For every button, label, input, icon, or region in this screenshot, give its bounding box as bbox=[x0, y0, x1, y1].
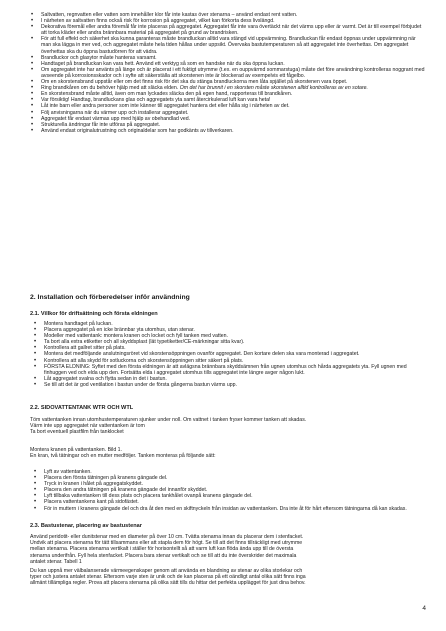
page-number: 4 bbox=[422, 605, 426, 612]
list-item: • Aggregatet får endast värmas upp med hjälp av obehandlad ved. bbox=[30, 116, 426, 122]
stones-paragraph-2 bbox=[30, 568, 426, 587]
paragraph-line: Montera kranen på vattentanken. Bild 1. bbox=[30, 447, 122, 453]
list-item: • Placera aggregatet på en icke brännbar yta utomhus, utan stenar. bbox=[30, 327, 426, 333]
faucet-steps-list bbox=[30, 469, 426, 512]
list-item: • Lyft tillbaka vattentanken till dess plats och placera tankhålet ovanpå kranens gängade del. bbox=[30, 493, 426, 499]
paragraph-line: mellan stenarna. Placera stenarna vertikalt i ställer för horisontellt så att varm luft kan flöda ända upp till de översta bbox=[30, 546, 294, 553]
list-item: • Var försiktig! Handtag, brandluckans glas och aggregatets yta samt återcirkulerad luft kan vara heta! bbox=[30, 97, 426, 103]
list-item: • I närheten av saltvatten finns också risk för korrosion på aggregatet, vilket kan förkorta dess livslängd. bbox=[30, 18, 426, 24]
list-item: • Låt aggregatet svalna och flytta sedan in det i bastun. bbox=[30, 376, 426, 382]
section-2-3-heading: 2.3. Bastustenar, placering av bastustenar bbox=[30, 523, 142, 529]
water-tank-intro bbox=[30, 417, 426, 436]
paragraph-line: Värm inte upp aggregatet när vattentanken är tom bbox=[30, 423, 145, 430]
list-item: • Placera vattentankens kant på sidofästet. bbox=[30, 499, 426, 505]
list-item: • Montera handtaget på luckan. bbox=[30, 321, 426, 327]
list-item: • Följ anvisningarna när du värmer upp och installerar aggregatet. bbox=[30, 110, 426, 116]
list-item: • Se till att det är god ventilation i bastun under de första gångerna bastun värms upp. bbox=[30, 382, 426, 388]
list-item: • Placera den andra tätningen på kranens gängade del innanför skyddet. bbox=[30, 487, 426, 493]
section-2-heading: 2. Installation och förberedelser inför användning bbox=[30, 294, 190, 301]
paragraph-line: En kran, två tätningar och en mutter medföljer. Tanken monteras på följande sätt: bbox=[30, 453, 216, 460]
list-item: • Dekorativa föremål eller andra föremål får inte placeras på aggregatet. Aggregatet får inte vara övertäckt när det värms upp eller är varmt. Det är till exempel förbjudet att torka kläder eller andra brännbara material på aggregatet på grund av brandrisken. bbox=[30, 24, 426, 36]
faucet-intro bbox=[30, 447, 426, 459]
list-item: • Kontrollera att gallret sitter på plats. bbox=[30, 345, 426, 351]
paragraph-line: typer och justera antalet stenar. Eftersom varje sten är unik och de kan placeras på ett oändligt antal olika sätt finns inga bbox=[30, 574, 306, 581]
list-item: • Brandluckor och glasytor måste hanteras varsamt. bbox=[30, 55, 426, 61]
list-item: • Om aggregatet inte har använts på länge och är placerat i ett fuktigt utrymme (t.ex. en ouppvärmd sommarstuga) måste det före användning kontrolleras noggrant med avseende på korrosionsskador och i syfte att säkerställa att skorstenen inte är blockerad av exempelvis ett fågelbo. bbox=[30, 67, 426, 79]
list-item: • Kontrollera att alla skydd för sotluckorna och skorstensöppningen sitter säkert på plats. bbox=[30, 358, 426, 364]
list-item: • En skorstensbrand måste alltid, även om man lyckades släcka den på egen hand, rapporteras till brandkåren. bbox=[30, 91, 426, 97]
list-item: • Ring brandkåren om du behöver hjälp med att släcka elden. Om det har brunnit i en skorsten måste skorstenen alltid kontrolleras av en sotare. bbox=[30, 85, 426, 91]
list-item: • För att full effekt och säkerhet ska kunna garanteras måste brandluckan alltid vara stängd vid uppvärmning. Brandluckan får endast öppnas under uppvärmning när man ska lägga in mer ved, och aggregatet måste hela tiden hållas under uppsikt. Övervaka bastutemperaturen så att aggregatet inte överhettas. Om aggregatet överhettas ska du öppna bastudörren för att vädra. bbox=[30, 36, 426, 54]
paragraph-line: Töm vattentanken innan utomhustemperaturen sjunker under noll. Om vattnet i tanken fryser kommer tanken att skadas. bbox=[30, 417, 307, 423]
list-item: • Placera den första tätningen på kranens gängade del. bbox=[30, 475, 426, 481]
list-item: • Låt inte barn eller andra personer som inte känner till aggregatet hantera det eller hålla sig i närheten av det. bbox=[30, 103, 426, 109]
section-2-2-heading: 2.2. SIDOVATTENTANK WTR OCH WTL bbox=[30, 405, 134, 411]
list-item: • FÖRSTA ELDNING: Syftet med den första eldningen är att avlägsna brännbara skyddsämnen från ugnen utomhus och hårda aggregatets yta. Fyll ugnen med finhuggen ved och elda upp den. Fortsätta elda i aggregatet utomhus tills aggregatet inte längre avger någon lukt. bbox=[30, 364, 426, 376]
paragraph-line: stenarna underifrån. Fyll hela stenfacket. Placera bara stenar vertikalt och se till att du inte överskrider det maximala bbox=[30, 552, 297, 559]
list-item: • Strukturella ändringar får inte utföras på aggregatet. bbox=[30, 122, 426, 128]
section-2-1-heading: 2.1. Villkor för driftsättning och första eldningen bbox=[30, 311, 158, 317]
stones-paragraph-1 bbox=[30, 534, 426, 565]
paragraph-line: Du kan uppnå mer välbalanserade värmeegenskaper genom att använda en blandning av stenar av olika storlekar och bbox=[30, 568, 303, 574]
list-item: • Montera det medföljande anslutningsröret vid skorstensöppningen ovanför aggregatet. Den kortare delen ska vara monterad i aggregatet. bbox=[30, 351, 426, 357]
list-item: • Tryck in kranen i hålet på aggregatskyddet. bbox=[30, 481, 426, 487]
paragraph-line: Ta bort eventuell plastfilm från tanklocket bbox=[30, 429, 124, 436]
list-item: • Om en skorstensbrand uppstår eller om det finns risk för det ska du stänga brandluckorna men låta spjället på skorstenen vara öppet. bbox=[30, 79, 426, 85]
paragraph-line: Använd peridotit- eller dunitstenar med en diameter på över 10 cm. Tvätta stenarna innan du placerar dem i stenfacket. bbox=[30, 534, 304, 540]
list-item: • Ta bort alla extra etiketter och all skyddsplast (lät typetiketter/CE-märkningar sitta kvar). bbox=[30, 339, 426, 345]
safety-list bbox=[30, 12, 426, 134]
list-item: • Modeller med vattentank: montera kranen och locket och fyll tanken med vatten. bbox=[30, 333, 426, 339]
list-item: • För in muttern i kranens gängade del och dra åt den med en skiftnyckeln från insidan av vattentanken. Dra inte åt för hårt eftersom tätningarna då kan skadas. bbox=[30, 506, 426, 512]
list-item: • Saltvatten, regnvatten eller vatten som innehåller klor får inte kastas över stenarna – använd endast rent vatten. bbox=[30, 12, 426, 18]
paragraph-line: antalet stenar. Tabell 1 bbox=[30, 558, 82, 565]
commissioning-list bbox=[30, 321, 426, 388]
paragraph-line: allmänt tillämpliga regler. Prova att placera stenarna på olika sätt tills du hittar det perfekta upplägget för just dina behov. bbox=[30, 580, 306, 587]
paragraph-line: Undvik att placera stenarna för tätt tillsammans eller att stapla dem för högt. Se till att det finns tillräckligt med utrymme bbox=[30, 540, 303, 547]
list-item: • Använd endast originalutrustning och originaldelar som har godkänts av tillverkaren. bbox=[30, 128, 426, 134]
list-item: • Handtaget på brandluckan kan vara hett. Använd ett verktyg så som en handske när du ska öppna luckan. bbox=[30, 61, 426, 67]
list-item: • Lyft av vattentanken. bbox=[30, 469, 426, 475]
